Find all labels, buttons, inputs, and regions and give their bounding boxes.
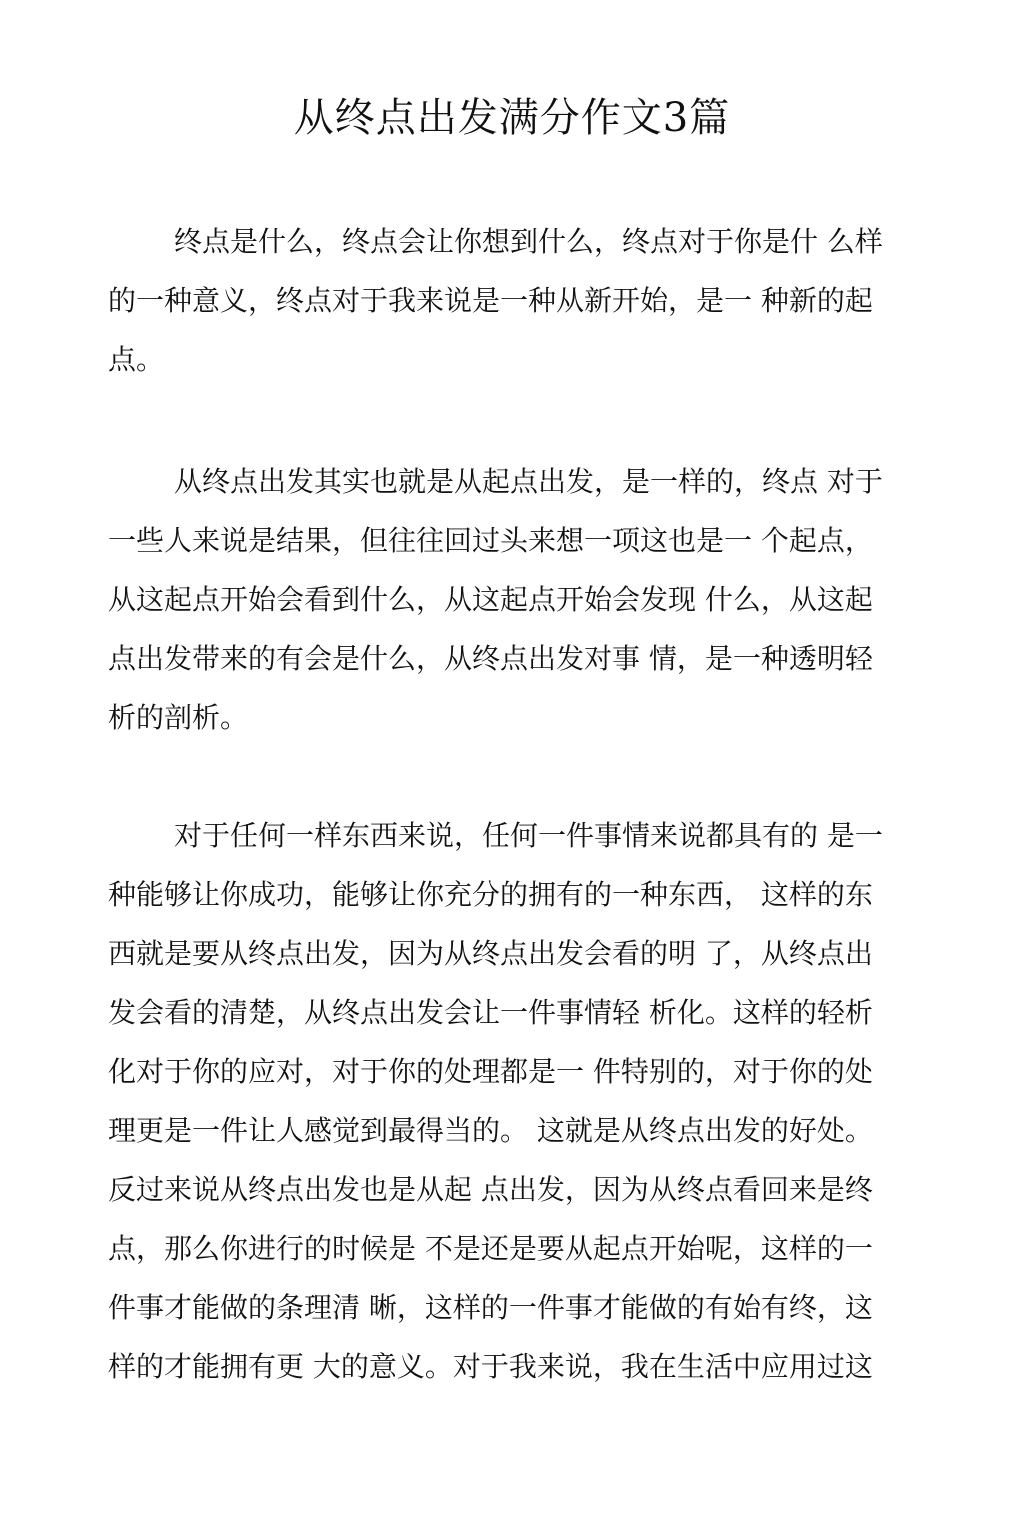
paragraph-line: 点，那么你进行的时候是 不是还是要从起点开始呢，这样的一: [108, 1232, 873, 1265]
paragraph-line: 样的才能拥有更 大的意义。对于我来说，我在生活中应用过这: [108, 1350, 873, 1383]
paragraph-line: 从这起点开始会看到什么，从这起点开始会发现 什么，从这起: [108, 583, 873, 616]
paragraph-line: 对于任何一样东西来说，任何一件事情来说都具有的 是一: [174, 819, 883, 852]
paragraph-line: 的一种意义，终点对于我来说是一种从新开始，是一 种新的起: [108, 284, 873, 317]
paragraph-line: 从终点出发其实也就是从起点出发，是一样的，终点 对于: [174, 465, 883, 498]
paragraph-line: 种能够让你成功，能够让你充分的拥有的一种东西， 这样的东: [108, 878, 873, 911]
paragraph-line: 反过来说从终点出发也是从起 点出发，因为从终点看回来是终: [108, 1173, 873, 1206]
paragraph-line: 终点是什么，终点会让你想到什么，终点对于你是什 么样: [174, 225, 883, 258]
paragraph-line: 一些人来说是结果，但往往回过头来想一项这也是一 个起点，: [108, 524, 873, 557]
paragraph-line: 西就是要从终点出发，因为从终点出发会看的明 了，从终点出: [108, 937, 873, 970]
document-title: 从终点出发满分作文3篇: [293, 95, 731, 141]
paragraph-3: [108, 806, 883, 1396]
paragraph-line: 件事才能做的条理清 晰，这样的一件事才能做的有始有终，这: [108, 1291, 873, 1324]
paragraph-1: [108, 212, 883, 389]
paragraph-line: 点出发带来的有会是什么，从终点出发对事 情，是一种透明轻: [108, 642, 873, 675]
paragraph-line: 析的剖析。: [108, 701, 249, 734]
paragraph-line: 点。: [108, 343, 165, 376]
paragraph-line: 理更是一件让人感觉到最得当的。 这就是从终点出发的好处。: [108, 1114, 873, 1147]
paragraph-line: 发会看的清楚，从终点出发会让一件事情轻 析化。这样的轻析: [108, 996, 873, 1029]
paragraph-2: [108, 452, 883, 747]
paragraph-line: 化对于你的应对，对于你的处理都是一 件特别的，对于你的处: [108, 1055, 873, 1088]
